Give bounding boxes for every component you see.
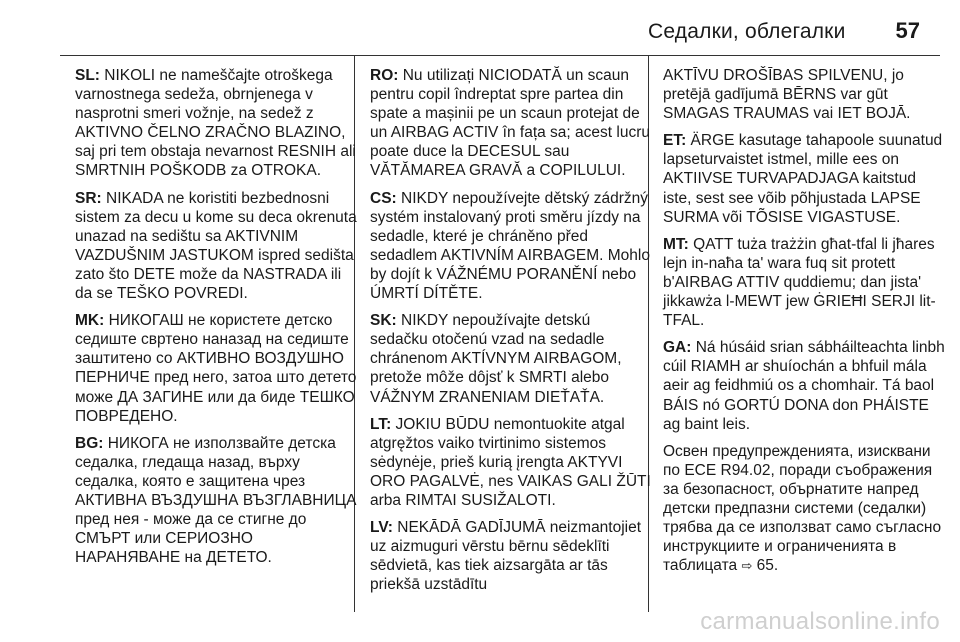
language-code: BG:: [75, 434, 104, 452]
language-code: ET:: [663, 132, 687, 150]
warning-text: Ná húsáid srian sábháilteachta linbh cúil RIAMH ar shuíochán a bhfuil mála aeir ag feidhmiú os a chomhair. Tá baol BÁIS nó GORTÚ DONA don PHÁISTE ag baint leis.: [663, 339, 945, 433]
warning-text: НИКОГАШ не користете детско седиште свртено наназад на седиште заштитено со АКТИВНО ВОЗДУШНО ПЕРНИЧЕ пред него, затоа што детето може ДА ЗАГИНЕ или да биде ТЕШКО ПОВРЕДЕНО.: [75, 312, 357, 425]
warning-paragraph: [75, 66, 357, 181]
language-code: CS:: [370, 189, 397, 207]
page-number: 57: [895, 18, 920, 43]
warning-text: NIKDY nepoužívajte detskú sedačku otočenú vzad na sedadle chránenom AKTÍVNYM AIRBAGOM, pretože môže dôjsť k SMRTI alebo VÁŽNYM ZRANENIAM DIEŤAŤA.: [370, 312, 622, 406]
page-title: Седалки, облегалки: [648, 20, 846, 43]
arrow-right-icon: ⇨: [741, 558, 753, 574]
text-column-3: [663, 66, 945, 583]
language-code: RO:: [370, 67, 399, 84]
watermark: carmanualsonline.info: [700, 608, 940, 635]
language-code: LV:: [370, 519, 393, 537]
language-code: SK:: [370, 312, 397, 330]
warning-paragraph: [370, 311, 652, 406]
warning-paragraph: [370, 415, 652, 510]
warning-text: ÄRGE kasutage tahapoole suunatud lapseturvaistet istmel, mille ees on AKTIIVSE TURVAPADJAGA kaitstud iste, sest see võib põhjustada LAPSE SURMA või TÕSISE VIGASTUSE.: [663, 132, 943, 226]
warning-text: НИКОГА не използвайте детска седалка, гледаща назад, върху седалка, която е защитена чрез АКТИВНА ВЪЗДУШНА ВЪЗГЛАВНИЦА пред нея - може да се стигне до СМЪРТ или СЕРИОЗНО НАРАНЯВАНЕ на ДЕТЕТО.: [75, 434, 357, 567]
warning-paragraph: [75, 311, 357, 426]
warning-paragraph: [663, 131, 945, 226]
warning-text: NIKOLI ne nameščajte otroškega varnostnega sedeža, obrnjenega v nasprotni smeri vožnje, na sedež z AKTIVNO ČELNO ZRAČNO BLAZINO, saj pri tem obstaja nevarnost RESNIH ali SMRTNIH POŠKODB za OTROKA.: [75, 67, 356, 180]
language-code: SL:: [75, 67, 100, 84]
warning-paragraph: [370, 518, 652, 594]
warning-paragraph: [75, 434, 357, 568]
warning-text: NIKDY nepoužívejte dětský zádržný systém instalovaný proti směru jízdy na sedadle, které je chráněno před sedadlem AKTIVNÍM AIRBAGEM. Mohlo by dojít k VÁŽNÉMU PORANĚNÍ nebo ÚMRTÍ DÍTĚTE.: [370, 189, 650, 303]
warning-text: AKTĪVU DROŠĪBAS SPILVENU, jo pretējā gadījumā BĒRNS var gūt SMAGAS TRAUMAS vai IET BOJĀ.: [663, 67, 911, 123]
text-column-1: [75, 66, 357, 575]
warning-text: NEKĀDĀ GADĪJUMĀ neizmantojiet uz aizmuguri vērstu bērnu sēdeklīti sēdvietā, kas tiek aizsargāta ar tās priekšā uzstādītu: [370, 519, 642, 594]
page-reference[interactable]: 65.: [752, 557, 779, 575]
warning-text: Nu utilizați NICIODATĂ un scaun pentru copil îndreptat spre partea din spate a mașinii pe un scaun protejat de un AIRBAG ACTIV în fața sa; acest lucru poate duce la DECESUL sau VĂTĂMAREA GRAVĂ a COPILULUI.: [370, 67, 650, 180]
language-code: MK:: [75, 312, 105, 330]
header-rule: [60, 55, 940, 56]
warning-paragraph: [75, 189, 357, 304]
warning-paragraph: [370, 189, 652, 304]
warning-paragraph: [663, 338, 945, 433]
info-paragraph: [663, 442, 945, 576]
language-code: LT:: [370, 415, 392, 433]
language-code: GA:: [663, 339, 692, 357]
page-header: [60, 18, 920, 48]
warning-paragraph: [370, 66, 652, 181]
warning-text: QATT tuża trażżin għat-tfal li jħares lejn in-naħa ta' wara fuq sit protett b'AIRBAG ATTIV quddiemu; dan jista' jikkawża l-MEWT jew ĠRIEĦI SERJI lit-TFAL.: [663, 235, 936, 330]
language-code: SR:: [75, 189, 102, 207]
language-code: MT:: [663, 235, 689, 253]
warning-text: JOKIU BŪDU nemontuokite atgal atgręžtos vaiko tvirtinimo sistemos sėdynėje, prieš kurią įrengta AKTYVI ORO PAGALVĖ, nes VAIKAS GALI ŽŪTI arba RIMTAI SUSIŽALOTI.: [370, 415, 651, 509]
info-text: Освен предупрежденията, изисквани по ECE R94.02, поради съображения за безопасност, обърнатите напред детски предпазни системи (седалки) трябва да се използват само съгласно инструкциите и ограниченията в таблицата: [663, 442, 942, 575]
text-column-2: [370, 66, 652, 602]
warning-text: NIKADA ne koristiti bezbednosni sistem za decu u kome su deca okrenuta unazad na sedištu sa AKTIVNIM VAZDUŠNIM JASTUKOM ispred sedišta zato što DETE može da NASTRADA ili da se TEŠKO POVREDI.: [75, 189, 357, 303]
warning-paragraph: [663, 235, 945, 330]
warning-paragraph: [663, 66, 945, 123]
